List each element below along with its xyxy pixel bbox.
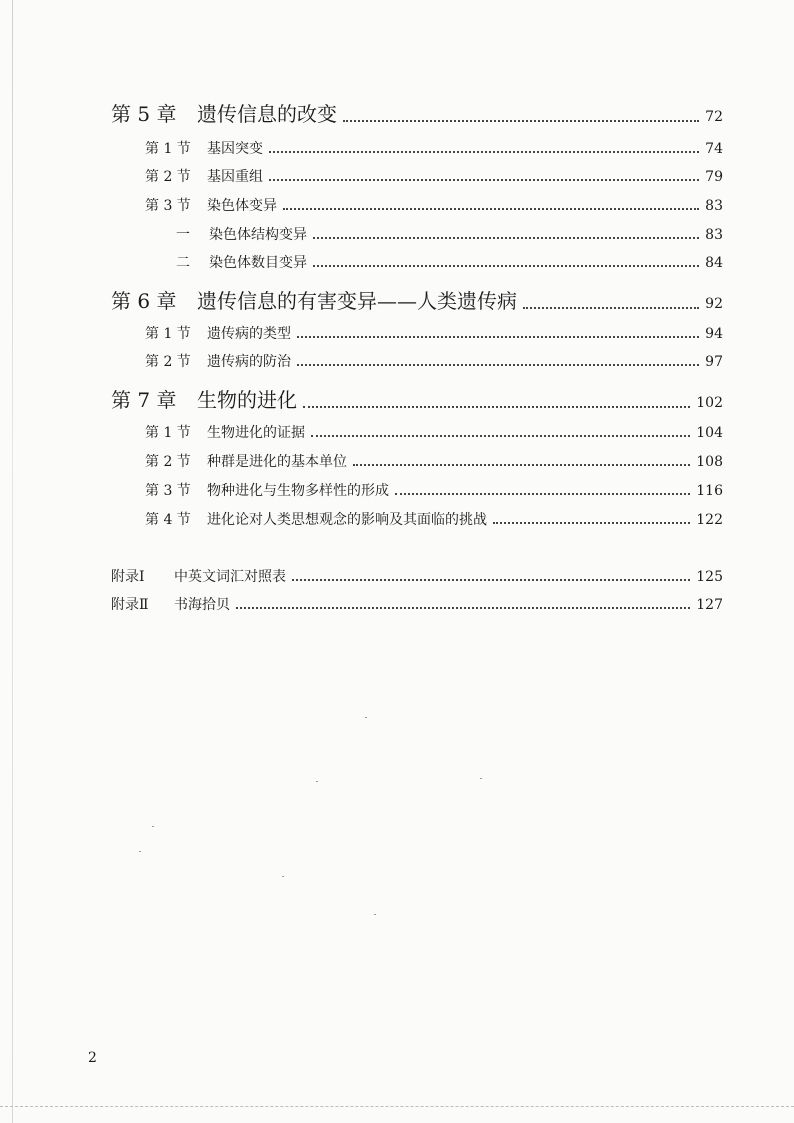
toc-section[interactable]	[145, 323, 723, 343]
dot-leader	[269, 151, 699, 153]
dot-leader	[311, 435, 690, 437]
dot-leader	[493, 522, 690, 524]
toc-section[interactable]	[145, 451, 723, 471]
section-title: 种群是进化的基本单位	[207, 454, 347, 470]
chapter-number: 第 7 章	[111, 388, 177, 412]
dot-leader	[297, 364, 699, 366]
section-title: 遗传病的防治	[207, 354, 291, 370]
toc-section[interactable]	[145, 351, 723, 371]
page-ref: 72	[705, 109, 723, 125]
toc-subsection[interactable]	[176, 252, 723, 272]
appendix-title: 书海拾贝	[174, 597, 230, 613]
chapter-number: 第 5 章	[111, 102, 177, 126]
toc-chapter-5[interactable]	[111, 98, 723, 127]
page-ref: 92	[705, 296, 723, 312]
toc-section[interactable]	[145, 422, 723, 442]
toc-chapter-6[interactable]	[111, 285, 723, 314]
section-number: 第 4 节	[145, 512, 191, 528]
chapter-title: 生物的进化	[197, 388, 297, 412]
dot-leader	[292, 579, 690, 581]
scan-speck	[282, 876, 284, 877]
section-title: 物种进化与生物多样性的形成	[207, 483, 389, 499]
section-title: 基因重组	[207, 169, 263, 185]
page-ref: 74	[705, 141, 723, 157]
page-ref: 102	[696, 395, 723, 411]
dot-leader	[283, 208, 699, 210]
dot-leader	[395, 493, 690, 495]
dot-leader	[303, 406, 690, 408]
section-number: 第 1 节	[145, 326, 191, 342]
dot-leader	[343, 120, 699, 122]
section-number: 第 3 节	[145, 483, 191, 499]
toc-section[interactable]	[145, 509, 723, 529]
subsection-number: 一	[176, 227, 190, 243]
appendix-title: 中英文词汇对照表	[174, 569, 286, 585]
subsection-title: 染色体数目变异	[209, 255, 307, 271]
toc-chapter-7[interactable]	[111, 384, 723, 413]
toc-section[interactable]	[145, 138, 723, 158]
scan-speck	[480, 778, 482, 779]
dot-leader	[353, 464, 690, 466]
section-number: 第 1 节	[145, 425, 191, 441]
toc-section[interactable]	[145, 166, 723, 186]
toc-appendix-1[interactable]	[111, 566, 723, 586]
page-ref: 94	[705, 326, 723, 342]
section-title: 基因突变	[207, 141, 263, 157]
dot-leader	[236, 607, 690, 609]
dot-leader	[523, 307, 699, 309]
dot-leader	[269, 179, 699, 181]
toc-section[interactable]	[145, 195, 723, 215]
section-number: 第 2 节	[145, 169, 191, 185]
section-title: 生物进化的证据	[207, 425, 305, 441]
page-ref: 127	[696, 597, 723, 613]
scan-speck	[139, 851, 141, 852]
appendix-number: 附录Ⅱ	[111, 597, 149, 613]
page-ref: 84	[705, 255, 723, 271]
section-title: 遗传病的类型	[207, 326, 291, 342]
page-ref: 83	[705, 198, 723, 214]
section-number: 第 2 节	[145, 454, 191, 470]
toc-section[interactable]	[145, 480, 723, 500]
page-ref: 97	[705, 354, 723, 370]
page-number: 2	[88, 1050, 97, 1066]
dot-leader	[313, 237, 699, 239]
scan-speck	[374, 914, 376, 915]
scan-speck	[152, 826, 154, 827]
section-number: 第 2 节	[145, 354, 191, 370]
subsection-title: 染色体结构变异	[209, 227, 307, 243]
page-ref: 116	[696, 483, 723, 499]
page-ref: 83	[705, 227, 723, 243]
page-ref: 108	[696, 454, 723, 470]
appendix-number: 附录Ⅰ	[111, 569, 145, 585]
page-ref: 104	[696, 425, 723, 441]
page-ref: 122	[696, 512, 723, 528]
chapter-title: 遗传信息的有害变异——人类遗传病	[197, 289, 517, 313]
section-number: 第 3 节	[145, 198, 191, 214]
dot-leader	[297, 336, 699, 338]
toc-appendix-2[interactable]	[111, 594, 723, 614]
scan-edge-bottom	[0, 1106, 794, 1108]
chapter-title: 遗传信息的改变	[197, 102, 337, 126]
scan-speck	[365, 717, 367, 718]
toc-subsection[interactable]	[176, 224, 723, 244]
dot-leader	[313, 265, 699, 267]
subsection-number: 二	[176, 255, 190, 271]
section-title: 进化论对人类思想观念的影响及其面临的挑战	[207, 512, 487, 528]
scan-speck	[316, 781, 318, 782]
page-ref: 79	[705, 169, 723, 185]
page-ref: 125	[696, 569, 723, 585]
section-title: 染色体变异	[207, 198, 277, 214]
chapter-number: 第 6 章	[111, 289, 177, 313]
section-number: 第 1 节	[145, 141, 191, 157]
